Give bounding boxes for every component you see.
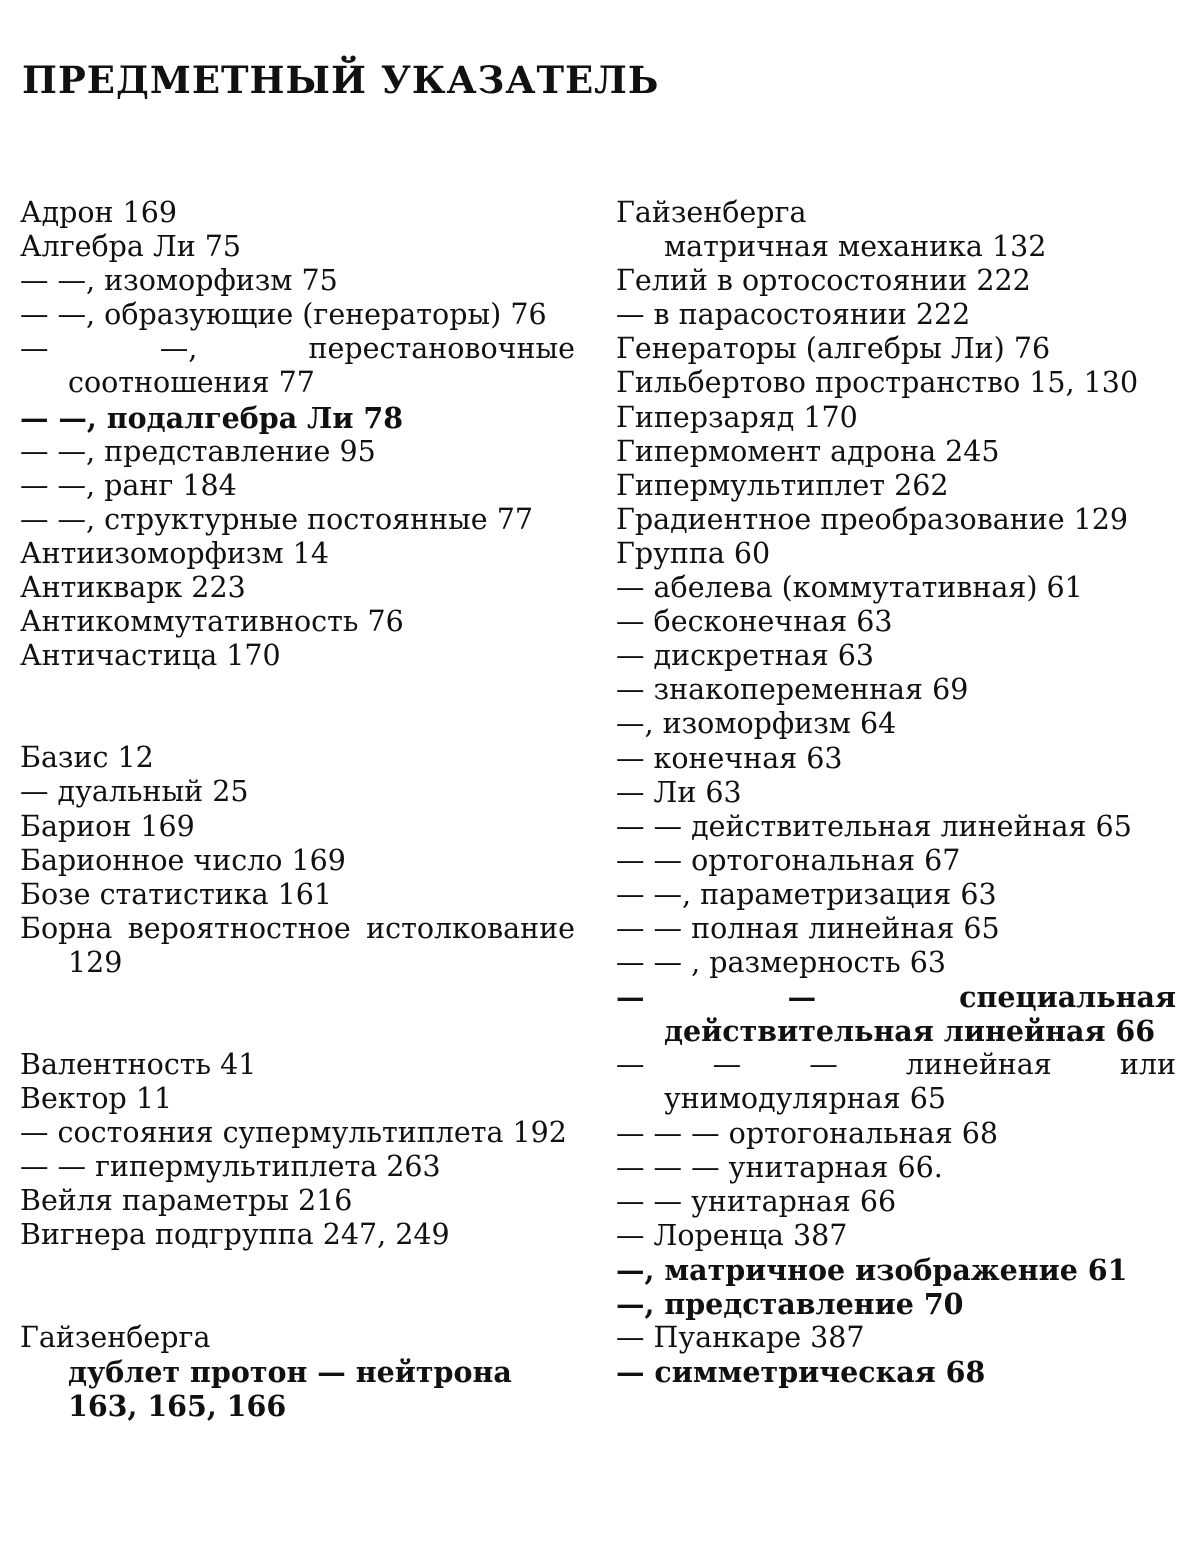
index-entry: — — — линейная или унимодулярная 65	[616, 1048, 1186, 1116]
index-entry: — —, подалгебра Ли 78	[20, 400, 404, 435]
index-entry: Валентность 41	[20, 1047, 257, 1081]
index-entry: — —, ранг 184	[20, 468, 237, 502]
index-entry: — симметрическая 68	[616, 1355, 986, 1390]
index-entry: — бесконечная 63	[616, 605, 893, 639]
index-entry: — —, параметризация 63	[616, 877, 997, 911]
index-entry: Антиизоморфизм 14	[20, 536, 329, 570]
index-entry: Борна вероятностное истолкование 129	[20, 911, 585, 979]
index-entry: — —, образующие (генераторы) 76	[20, 298, 547, 332]
index-entry: Вигнера подгруппа 247, 249	[20, 1218, 450, 1252]
index-entry: Вейля параметры 216	[20, 1184, 353, 1218]
index-column-right	[616, 196, 1186, 1390]
index-entry: — — — унитарная 66.	[616, 1150, 943, 1184]
index-entry: — —, перестановочные соотношения 77	[20, 332, 585, 400]
index-entry: — — ортогональная 67	[616, 843, 961, 877]
index-entry: — — унитарная 66	[616, 1184, 897, 1218]
page-title: ПРЕДМЕТНЫЙ УКАЗАТЕЛЬ	[22, 58, 660, 102]
index-entry: Барионное число 169	[20, 843, 346, 877]
index-entry: Вектор 11	[20, 1082, 173, 1116]
index-entry: Гелий в ортосостоянии 222	[616, 264, 1031, 298]
index-entry: — —, представление 95	[20, 434, 376, 468]
index-entry: — — действительная линейная 65	[616, 809, 1132, 843]
index-entry: —, матричное изображение 61	[616, 1252, 1128, 1287]
index-entry: Алгебра Ли 75	[20, 230, 242, 264]
index-entry: — Пуанкаре 387	[616, 1321, 865, 1355]
index-entry: Базис 12	[20, 741, 154, 775]
index-entry: Генераторы (алгебры Ли) 76	[616, 332, 1051, 366]
index-entry: Антикоммутативность 76	[20, 605, 404, 639]
index-entry: Барион 169	[20, 809, 195, 843]
index-entry: — в парасостоянии 222	[616, 298, 971, 332]
index-entry: — Ли 63	[616, 775, 742, 809]
index-entry: — дуальный 25	[20, 775, 249, 809]
index-entry: Гипермультиплет 262	[616, 468, 949, 502]
index-entry: — состояния супермультиплета 192	[20, 1116, 567, 1150]
index-entry: — — специальная действительная линейная 66	[616, 980, 1186, 1049]
index-entry: Группа 60	[616, 536, 771, 570]
index-entry: — конечная 63	[616, 741, 843, 775]
index-entry: Гипермомент адрона 245	[616, 434, 1000, 468]
index-entry: — — — ортогональная 68	[616, 1116, 998, 1150]
index-entry: Гайзенберга	[20, 1320, 211, 1354]
index-entry: — — , размерность 63	[616, 946, 947, 980]
index-entry: Античастица 170	[20, 639, 281, 673]
index-entry: — —, изоморфизм 75	[20, 264, 338, 298]
index-entry: Гильбертово пространство 15, 130	[616, 366, 1139, 400]
index-entry: — —, структурные постоянные 77	[20, 502, 533, 536]
index-entry: —, изоморфизм 64	[616, 707, 897, 741]
index-entry: — — полная линейная 65	[616, 911, 1000, 945]
index-entry: Градиентное преобразование 129	[616, 502, 1129, 536]
index-entry: дублет протон — нейтрона 163, 165, 166	[68, 1354, 522, 1423]
index-entry: — дискретная 63	[616, 639, 875, 673]
index-entry: Гайзенберга	[616, 196, 807, 229]
index-entry: — Лоренца 387	[616, 1218, 848, 1252]
index-entry: Антикварк 223	[20, 571, 246, 605]
index-entry: — абелева (коммутативная) 61	[616, 571, 1083, 605]
index-entry: — знакопеременная 69	[616, 673, 969, 707]
index-entry: — — гипермультиплета 263	[20, 1150, 441, 1184]
index-entry: Бозе статистика 161	[20, 877, 333, 911]
index-column-left	[20, 196, 585, 1423]
index-entry: матричная механика 132	[664, 230, 1047, 264]
index-entry: Адрон 169	[20, 196, 177, 229]
index-entry: Гиперзаряд 170	[616, 400, 858, 434]
index-entry: —, представление 70	[616, 1287, 964, 1321]
